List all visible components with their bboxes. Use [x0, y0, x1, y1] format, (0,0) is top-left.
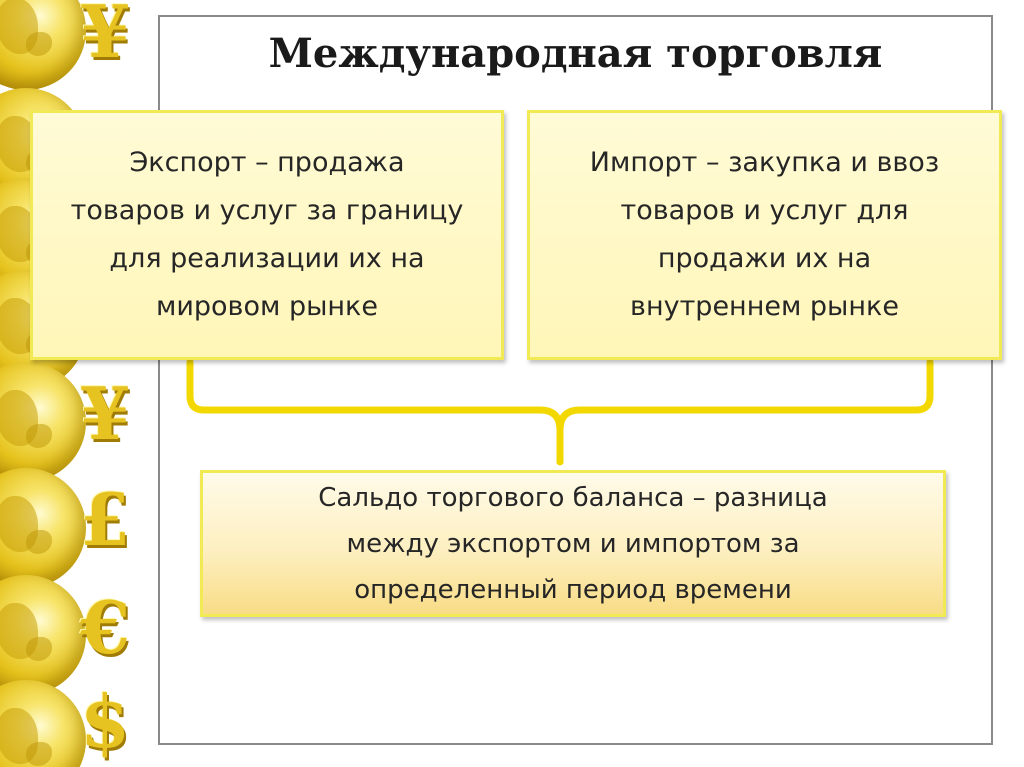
- export-definition-box: [30, 110, 504, 360]
- yen-symbol-icon: ¥: [80, 0, 131, 74]
- export-definition-text: Экспорт – продажа товаров и услуг за границу для реализации их на мировом рынке: [70, 147, 464, 322]
- trade-balance-text: Сальдо торгового баланса – разница между экспортом и импортом за определенный период времени: [318, 482, 828, 605]
- pound-symbol-icon: £: [80, 477, 131, 562]
- slide-title: Международная торговля: [268, 30, 883, 77]
- trade-balance-box: [200, 470, 946, 617]
- yen-symbol-icon: ¥: [80, 371, 131, 456]
- euro-symbol-icon: €: [80, 585, 131, 670]
- import-definition-text: Импорт – закупка и ввоз товаров и услуг для продажи их на внутреннем рынке: [589, 147, 940, 322]
- import-definition-box: [527, 110, 1002, 360]
- dollar-symbol-icon: $: [80, 679, 131, 764]
